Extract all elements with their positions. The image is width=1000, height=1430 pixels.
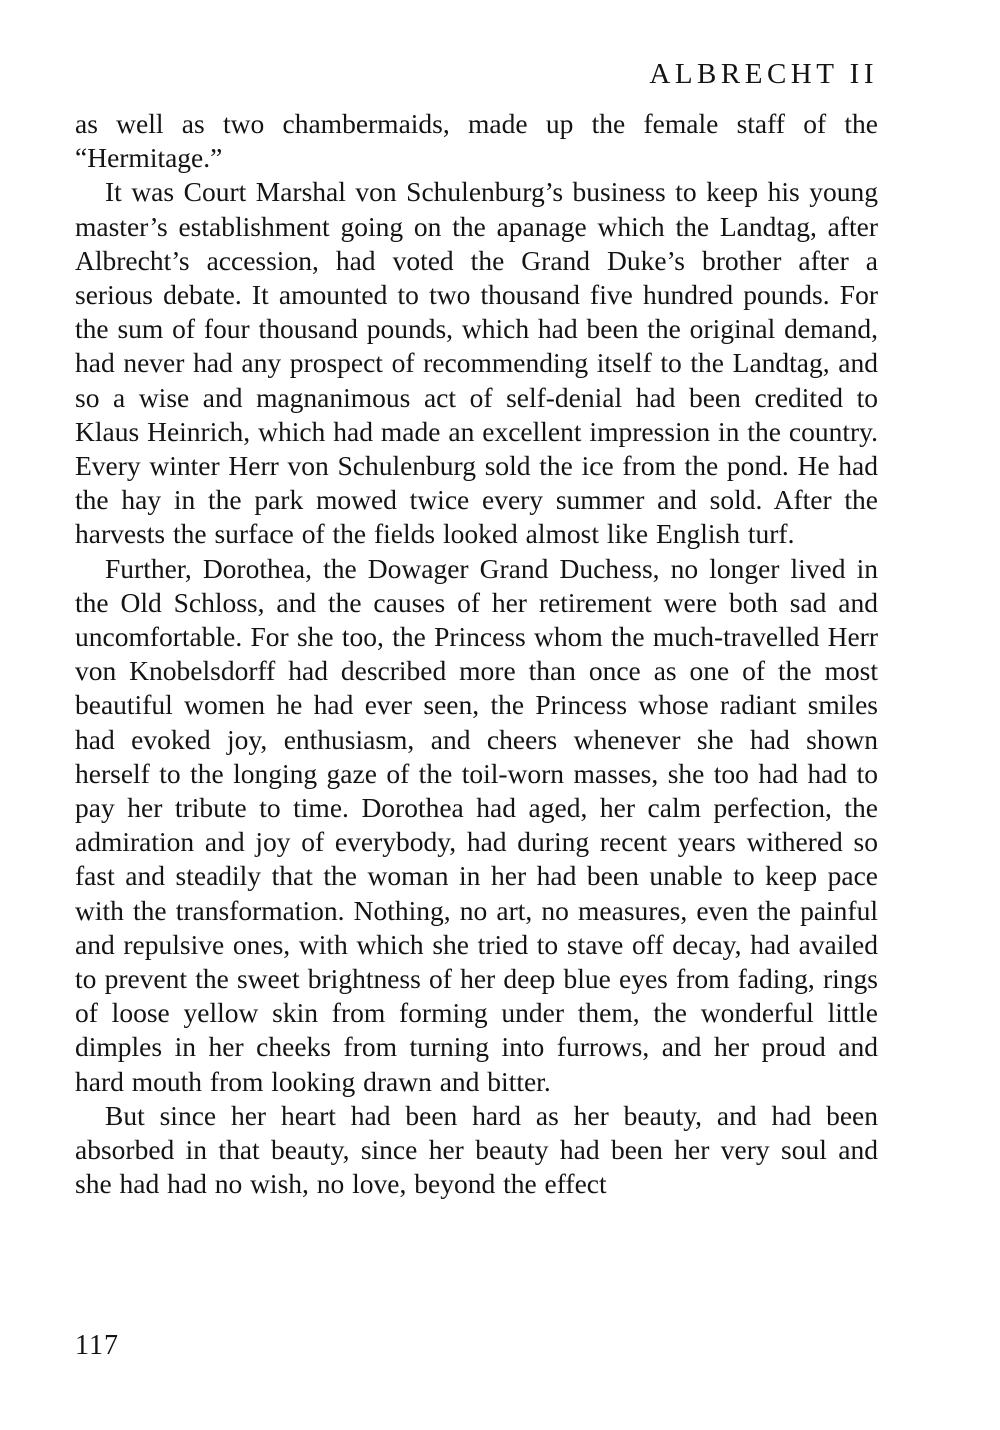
- body-text: [75, 107, 878, 1202]
- paragraph-dorothea: Further, Dorothea, the Dowager Grand Duchess, no longer lived in the Old Schloss, and the causes of her retirement were both sad and uncomfortable. For she too, the Princess whom the much-travelled Herr von Knobelsdorff had described more than once as one of the most beautiful women he had ever seen, the Princess whose radiant smiles had evoked joy, enthusiasm, and cheers whenever she had shown herself to the longing gaze of the toil-worn masses, she too had had to pay her tribute to time. Dorothea had aged, her calm perfection, the admiration and joy of everybody, had during recent years withered so fast and steadily that the woman in her had been unable to keep pace with the transformation. Nothing, no art, no measures, even the painful and repulsive ones, with which she tried to stave off decay, had availed to prevent the sweet brightness of her deep blue eyes from fading, rings of loose yellow skin from forming under them, the wonderful little dimples in her cheeks from turning into furrows, and her proud and hard mouth from looking drawn and bitter.: [75, 552, 878, 1097]
- page-number: 117: [75, 1330, 119, 1361]
- running-header-title: ALBRECHT II: [649, 58, 878, 90]
- paragraph-schulenburg: It was Court Marshal von Schulenburg’s business to keep his young master’s establishment going on the apanage which the Landtag, after Albrecht’s accession, had voted the Grand Duke’s brother after a serious debate. It amounted to two thousand five hundred pounds. For the sum of four thousand pounds, which had been the original demand, had never had any prospect of recommending itself to the Landtag, and so a wise and magnanimous act of self-denial had been credited to Klaus Heinrich, which had made an excellent impression in the country. Every winter Herr von Schulenburg sold the ice from the pond. He had the hay in the park mowed twice every summer and sold. After the harvests the surface of the fields looked almost like English turf.: [75, 176, 878, 550]
- paragraph-heart: But since her heart had been hard as her beauty, and had been absorbed in that beauty, since her beauty had been her very soul and she had had no wish, no love, beyond the effect: [75, 1099, 878, 1200]
- paragraph-continuation: as well as two chambermaids, made up the female staff of the “Hermitage.”: [75, 108, 878, 174]
